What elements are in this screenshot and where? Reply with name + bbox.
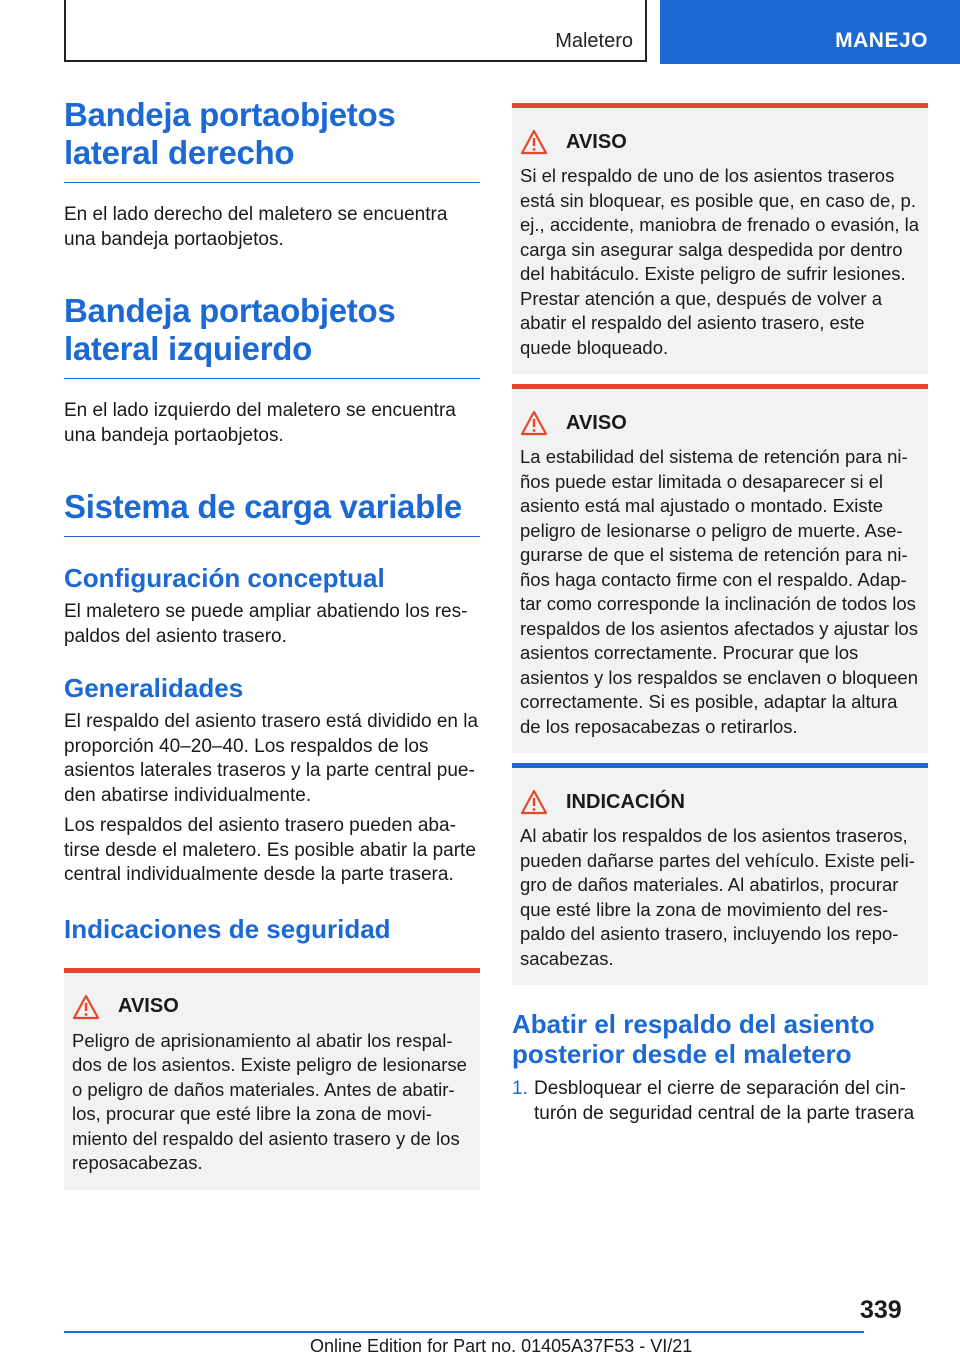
notice-header [520, 788, 920, 816]
heading-left-side-tray: Bandeja portaobjetos lateral izquierdo [64, 292, 480, 379]
warning-triangle-icon [520, 128, 560, 156]
notice-box-vehicle-damage [512, 763, 928, 985]
subheading-general: Generalidades [64, 673, 244, 703]
warning-triangle-icon [520, 788, 560, 816]
warning-box-unlocked-backrest [512, 103, 928, 374]
subheading-safety: Indicaciones de seguridad [64, 913, 391, 944]
notice-title: INDICACIÓN [566, 790, 685, 813]
warning-title: AVISO [118, 995, 179, 1017]
paragraph-general-1: El respaldo del asiento trasero está dividido en la proporción 40–20–40. Los respaldos de los asientos laterales traseros y la parte central pueden abatirse individualmente. [64, 711, 479, 806]
right-column [512, 103, 928, 1126]
warning-text: Peligro de aprisionamiento al abatir los respaldos de los asientos. Existe peligro de lesionarse o peligro de daños materiales. Antes de abatirlos, procurar que esté libre la zona de movimiento del respaldo del asiento trasero y de los reposacabezas. [72, 1029, 467, 1173]
warning-box-child-seat [512, 384, 928, 753]
warning-triangle-icon [520, 409, 560, 437]
subheading-concept: Configuración conceptual [64, 563, 385, 593]
footer-edition: Online Edition for Part no. 01405A37F53 - VI/21 [310, 1336, 693, 1356]
warning-header [520, 128, 920, 156]
warning-header [520, 409, 920, 437]
left-column [64, 96, 480, 1190]
heading-variable-load-system: Sistema de carga variable [64, 488, 480, 537]
warning-text: La estabilidad del sistema de retención para niños puede estar limitada o desaparecer si el asiento está mal ajustado o montado. Existe peligro de lesionarse o peligro de muerte. Asegurarse de que el sistema de retención para niños haga contacto firme con el respaldo. Adaptar como corresponde la inclinación de todos los respaldos de los asientos afectados y ajustar los asientos correctamente. Procurar que los asientos y los respaldos se enclaven o bloqueen correctamente. Si es posible, adaptar la altura de los reposacabezas o retirarlos. [520, 446, 919, 737]
page-number: 339 [860, 1296, 902, 1324]
header-chapter-title: MANEJO [835, 29, 928, 52]
notice-text: Al abatir los respaldos de los asientos traseros, pueden dañarse partes del vehículo. Existe peligro de daños materiales. Al abatirlos, procurar que esté libre la zona de movimiento del respaldo del asiento trasero, incluyendo los reposacabezas. [520, 825, 915, 969]
footer-divider [64, 1331, 864, 1333]
step-number: 1. [512, 1078, 528, 1099]
heading-right-side-tray: Bandeja portaobjetos lateral derecho [64, 96, 480, 183]
warning-title: AVISO [566, 130, 627, 153]
paragraph-general-2: Los respaldos del asiento trasero pueden abatirse desde el maletero. Es posible abatir la parte central individualmente desde la parte trasera. [64, 815, 476, 885]
warning-title: AVISO [566, 411, 627, 434]
subheading-fold-from-trunk: Abatir el respaldo del asiento posterior desde el maletero [512, 1009, 875, 1069]
paragraph-concept: El maletero se puede ampliar abatiendo los respaldos del asiento trasero. [64, 601, 468, 647]
header-chapter-tab [660, 0, 960, 64]
warning-header [72, 993, 472, 1021]
list-item [512, 1077, 928, 1126]
warning-triangle-icon [72, 993, 112, 1021]
warning-text: Si el respaldo de uno de los asientos traseros está sin bloquear, es posible que, en caso de, p. ej., accidente, maniobra de frenado o evasión, la carga sin asegurar salga despedida por dentro del habitáculo. Existe peligro de sufrir lesiones. Prestar atención a que, después de volver a abatir el respaldo del asiento trasero, este quede bloqueado. [520, 165, 920, 358]
step-text: Desbloquear el cierre de separación del cinturón de seguridad central de la parte trasera [534, 1078, 915, 1124]
paragraph-left-tray: En el lado izquierdo del maletero se encuentra una bandeja portaobjetos. [64, 400, 456, 446]
paragraph-right-tray: En el lado derecho del maletero se encuentra una bandeja portaobjetos. [64, 204, 448, 250]
warning-box-pinching [64, 968, 480, 1190]
header-section-title: Maletero [555, 30, 633, 52]
header-section-box [64, 0, 647, 62]
